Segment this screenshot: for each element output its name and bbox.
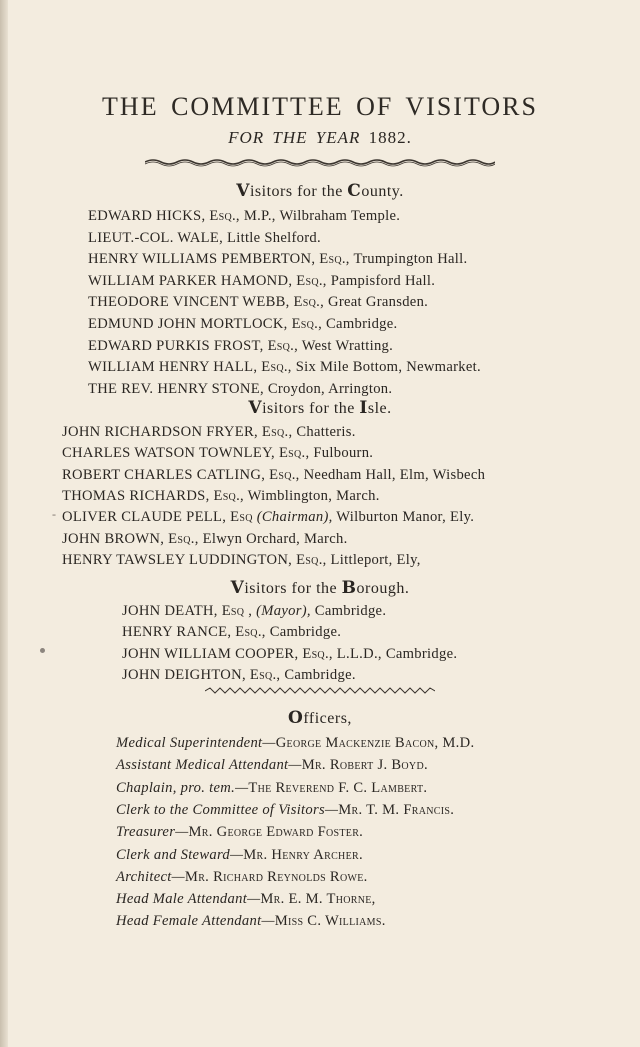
visitor-title: Esq., [296, 551, 327, 568]
visitor-place: Cambridge. [284, 666, 356, 683]
visitor-title: Esq., [291, 316, 323, 332]
officer-name: George Mackenzie Bacon, M.D. [275, 735, 475, 751]
officer-name: Mr. T. M. Francis. [338, 801, 455, 818]
page-subtitle [0, 128, 640, 148]
visitor-place: Great Gransden. [328, 294, 429, 311]
visitor-role: (Mayor), [256, 603, 311, 619]
visitor-name: WILLIAM PARKER HAMOND, [88, 272, 293, 289]
visitor-place: Croydon, Arrington. [267, 380, 393, 397]
visitor-title: Esq., [249, 666, 281, 683]
visitor-entry [62, 552, 421, 569]
visitor-place: Little Shelford. [227, 229, 321, 246]
visitor-entry [88, 230, 321, 247]
visitor-title: Esq., [293, 294, 325, 311]
visitor-place: Wimblington, March. [247, 487, 380, 504]
visitor-title: Esq., [296, 272, 327, 289]
section-heading-isle: Visitors for the Isle. [248, 398, 392, 418]
officer-name: Miss C. Williams. [274, 913, 386, 930]
visitor-place: Fulbourn. [313, 445, 374, 462]
visitor-place: Pampisford Hall. [330, 272, 436, 289]
visitor-name: ROBERT CHARLES CATLING, [62, 466, 266, 483]
margin-mark: - [52, 507, 56, 521]
visitor-name: LIEUT.-COL. WALE, [88, 229, 224, 246]
visitor-name: JOHN DEATH, [122, 603, 218, 619]
visitor-title: Esq., [261, 424, 293, 440]
visitor-place: Chatteris. [296, 424, 356, 440]
visitor-entry [62, 531, 348, 548]
visitor-place: Cambridge. [269, 624, 342, 641]
ink-speck [40, 648, 45, 653]
visitor-name: EDWARD HICKS, [88, 208, 206, 224]
officer-entry [116, 780, 427, 797]
officer-entry [116, 891, 376, 908]
ornamental-rule-bottom [205, 687, 435, 695]
visitor-place: Cambridge. [314, 603, 387, 619]
visitor-title: Esq., [319, 251, 350, 268]
page-binding-edge [0, 0, 8, 1047]
officer-role: Head Male Attendant— [116, 891, 261, 908]
officer-name: Mr. Robert J. Boyd. [301, 757, 428, 774]
visitor-name: JOHN BROWN, [62, 530, 165, 547]
visitor-entry [62, 509, 474, 526]
visitor-place: Six Mile Bottom, Newmarket. [295, 359, 481, 376]
visitor-name: EDMUND JOHN MORTLOCK, [88, 316, 288, 332]
page-title: THE COMMITTEE OF VISITORS [102, 92, 538, 121]
visitor-entry [122, 646, 457, 663]
visitor-entry [122, 603, 386, 620]
visitor-title: Esq., [235, 624, 266, 641]
officer-name: Mr. Henry Archer. [243, 846, 363, 863]
officer-entry [116, 913, 386, 930]
visitor-name: THEODORE VINCENT WEBB, [88, 294, 290, 311]
officer-entry [116, 757, 428, 774]
visitor-entry [62, 424, 356, 441]
visitor-name: OLIVER CLAUDE PELL, [62, 509, 227, 526]
visitor-entry [122, 624, 341, 641]
visitor-name: HENRY TAWSLEY LUDDINGTON, [62, 551, 293, 568]
section-heading-officers: Officers, [288, 708, 352, 728]
visitor-title: Esq., L.L.D., [302, 645, 382, 662]
visitor-place: Needham Hall, Elm, Wisbech [303, 466, 486, 483]
section-heading-borough: Visitors for the Borough. [230, 578, 410, 598]
visitor-title: Esq., [213, 487, 244, 504]
visitor-title: Esq., M.P., [209, 208, 276, 224]
visitor-title: Esq , [221, 603, 253, 619]
visitor-name: WILLIAM HENRY HALL, [88, 359, 258, 376]
visitor-place: Cambridge. [326, 316, 398, 332]
officer-role: Assistant Medical Attendant— [116, 757, 302, 774]
visitor-name: JOHN DEIGHTON, [122, 666, 246, 683]
subtitle-prefix: FOR THE YEAR [228, 128, 361, 147]
visitor-place: Cambridge. [385, 645, 458, 662]
visitor-place: Elwyn Orchard, March. [202, 530, 348, 547]
visitor-name: THOMAS RICHARDS, [62, 487, 210, 504]
visitor-place: Littleport, Ely, [330, 551, 421, 568]
visitor-entry [62, 467, 485, 484]
visitor-place: Wilburton Manor, Ely. [336, 509, 475, 526]
visitor-entry [88, 294, 428, 311]
visitor-entry [88, 273, 435, 290]
visitor-entry [88, 208, 400, 225]
visitor-entry [88, 359, 481, 376]
visitor-title: Esq., [267, 337, 299, 354]
visitor-title: Esq., [269, 466, 300, 483]
officer-entry [116, 824, 363, 841]
officer-role: Treasurer— [116, 824, 189, 841]
visitor-place: Wilbraham Temple. [279, 208, 401, 224]
officer-role: Medical Superintendent— [116, 735, 276, 751]
officer-name: The Reverend F. C. Lambert. [248, 779, 428, 796]
visitor-name: CHARLES WATSON TOWNLEY, [62, 445, 275, 462]
visitor-place: Trumpington Hall. [353, 251, 468, 268]
officer-entry [116, 869, 368, 886]
officer-entry [116, 802, 454, 819]
officer-name: Mr. E. M. Thorne, [260, 891, 376, 908]
visitor-entry [88, 338, 393, 355]
visitor-name: EDWARD PURKIS FROST, [88, 337, 264, 354]
visitor-title: Esq., [278, 445, 310, 462]
visitor-entry [88, 316, 398, 333]
visitor-name: JOHN RICHARDSON FRYER, [62, 424, 258, 440]
visitor-name: JOHN WILLIAM COOPER, [122, 645, 299, 662]
visitor-name: HENRY RANCE, [122, 624, 232, 641]
section-heading-county: Visitors for the County. [236, 181, 404, 201]
officer-role: Clerk and Steward— [116, 846, 244, 863]
subtitle-year: 1882. [368, 128, 412, 147]
officer-role: Architect— [116, 868, 185, 885]
visitor-name: THE REV. HENRY STONE, [88, 380, 264, 397]
visitor-role: (Chairman), [256, 509, 333, 526]
officer-name: Mr. Richard Reynolds Rowe. [184, 868, 368, 885]
visitor-name: HENRY WILLIAMS PEMBERTON, [88, 251, 316, 268]
visitor-entry [88, 251, 467, 268]
visitor-title: Esq., [168, 530, 199, 547]
officer-role: Head Female Attendant— [116, 913, 275, 930]
officer-role: Chaplain, pro. tem.— [116, 779, 249, 796]
visitor-title: Esq., [261, 359, 292, 376]
visitor-title: Esq [230, 509, 253, 526]
visitor-entry [88, 381, 392, 398]
officer-role: Clerk to the Committee of Visitors— [116, 801, 339, 818]
officer-name: Mr. George Edward Foster. [188, 824, 364, 841]
ornamental-rule-top [145, 157, 495, 167]
visitor-entry [62, 445, 373, 462]
officer-entry [116, 735, 474, 752]
officer-entry [116, 847, 363, 864]
visitor-entry [122, 667, 356, 684]
visitor-entry [62, 488, 380, 505]
visitor-place: West Wratting. [301, 337, 394, 354]
